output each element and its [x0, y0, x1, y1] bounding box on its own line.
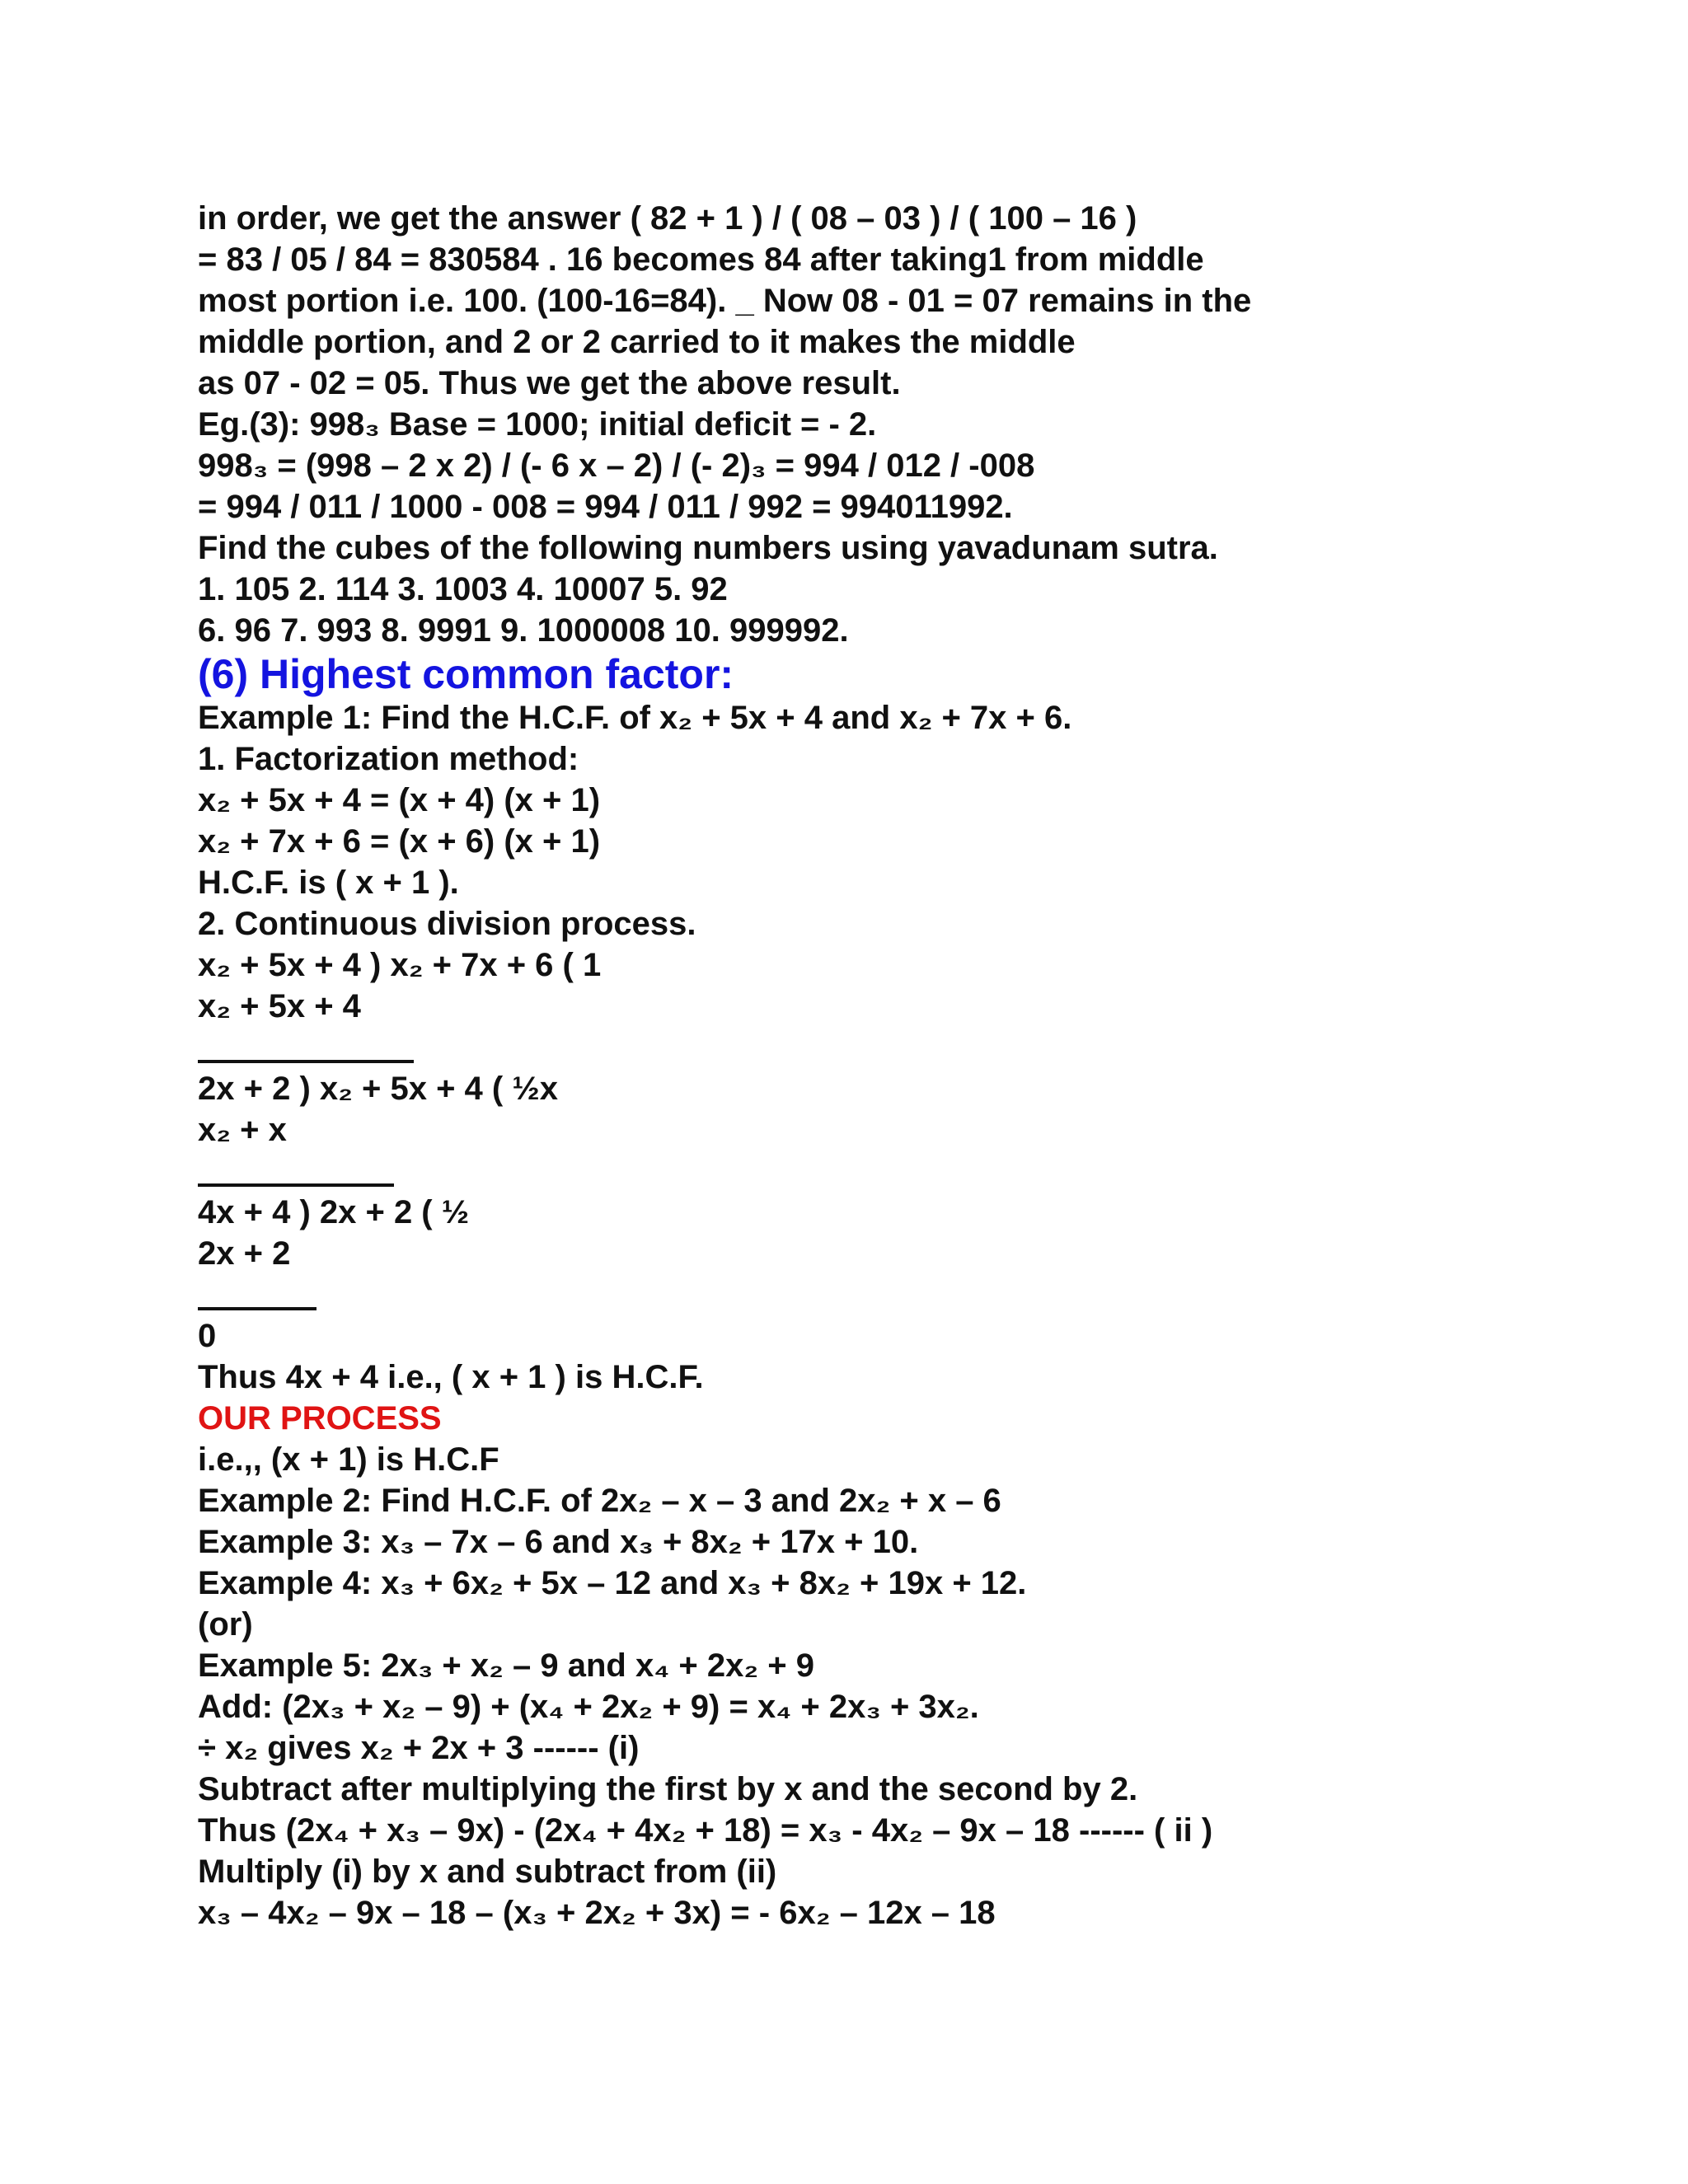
text-line: Find the cubes of the following numbers using yavadunam sutra.	[198, 530, 1218, 566]
text-line: Multiply (i) by x and subtract from (ii)	[198, 1854, 777, 1890]
division-rule	[198, 1183, 394, 1187]
text-line: Example 1: Find the H.C.F. of x₂ + 5x + 4 and x₂ + 7x + 6.	[198, 700, 1072, 736]
text-line: Example 2: Find H.C.F. of 2x₂ – x – 3 and 2x₂ + x – 6	[198, 1483, 1001, 1519]
text-line: x₂ + 5x + 4 = (x + 4) (x + 1)	[198, 782, 601, 818]
text-line: Eg.(3): 998₃ Base = 1000; initial deficit = - 2.	[198, 406, 877, 443]
text-line: as 07 - 02 = 05. Thus we get the above result.	[198, 365, 901, 401]
page-content	[198, 198, 1648, 1933]
division-rule-line	[198, 1151, 1648, 1192]
text-line: 2. Continuous division process.	[198, 906, 696, 942]
text-line: Example 4: x₃ + 6x₂ + 5x – 12 and x₃ + 8x₂ + 19x + 12.	[198, 1565, 1027, 1601]
text-line: x₂ + 5x + 4	[198, 988, 361, 1024]
division-rule	[198, 1307, 316, 1310]
text-line: 1. Factorization method:	[198, 741, 579, 777]
text-line: Add: (2x₃ + x₂ – 9) + (x₄ + 2x₂ + 9) = x₄ + 2x₃ + 3x₂.	[198, 1689, 979, 1725]
text-line: middle portion, and 2 or 2 carried to it makes the middle	[198, 324, 1076, 360]
division-rule-line	[198, 1274, 1648, 1315]
text-line: x₂ + 7x + 6 = (x + 6) (x + 1)	[198, 823, 601, 860]
text-line: most portion i.e. 100. (100-16=84). _ Now 08 - 01 = 07 remains in the	[198, 283, 1252, 319]
text-line: = 994 / 011 / 1000 - 008 = 994 / 011 / 992 = 994011992.	[198, 489, 1013, 525]
text-line: Thus (2x₄ + x₃ – 9x) - (2x₄ + 4x₂ + 18) = x₃ - 4x₂ – 9x – 18 ------ ( ii )	[198, 1812, 1213, 1849]
text-line: = 83 / 05 / 84 = 830584 . 16 becomes 84 after taking1 from middle	[198, 241, 1204, 278]
text-line: x₃ – 4x₂ – 9x – 18 – (x₃ + 2x₂ + 3x) = - 6x₂ – 12x – 18	[198, 1895, 996, 1931]
text-line: x₂ + 5x + 4 ) x₂ + 7x + 6 ( 1	[198, 947, 602, 983]
text-line: 2x + 2	[198, 1235, 291, 1272]
text-line: 0	[198, 1318, 217, 1354]
text-line: Example 5: 2x₃ + x₂ – 9 and x₄ + 2x₂ + 9	[198, 1647, 814, 1684]
text-line: 1. 105 2. 114 3. 1003 4. 10007 5. 92	[198, 571, 728, 607]
division-rule	[198, 1060, 414, 1063]
text-line: 2x + 2 ) x₂ + 5x + 4 ( ½x	[198, 1071, 558, 1107]
text-line: 6. 96 7. 993 8. 9991 9. 1000008 10. 999992.	[198, 612, 849, 649]
text-line: i.e.,, (x + 1) is H.C.F	[198, 1441, 499, 1478]
text-line: Subtract after multiplying the first by x and the second by 2.	[198, 1771, 1138, 1807]
section-heading-hcf: (6) Highest common factor:	[198, 651, 734, 697]
division-rule-line	[198, 1027, 1648, 1068]
text-line: 998₃ = (998 – 2 x 2) / (- 6 x – 2) / (- 2)₃ = 994 / 012 / -008	[198, 448, 1035, 484]
text-line: Example 3: x₃ – 7x – 6 and x₃ + 8x₂ + 17x + 10.	[198, 1524, 919, 1560]
text-line: x₂ + x	[198, 1112, 287, 1148]
text-line: H.C.F. is ( x + 1 ).	[198, 865, 459, 901]
text-line: 4x + 4 ) 2x + 2 ( ½	[198, 1194, 470, 1230]
text-line: in order, we get the answer ( 82 + 1 ) / ( 08 – 03 ) / ( 100 – 16 )	[198, 200, 1137, 237]
text-line: Thus 4x + 4 i.e., ( x + 1 ) is H.C.F.	[198, 1359, 704, 1395]
text-line: ÷ x₂ gives x₂ + 2x + 3 ------ (i)	[198, 1730, 640, 1766]
our-process-heading: OUR PROCESS	[198, 1400, 442, 1436]
text-line: (or)	[198, 1606, 253, 1643]
